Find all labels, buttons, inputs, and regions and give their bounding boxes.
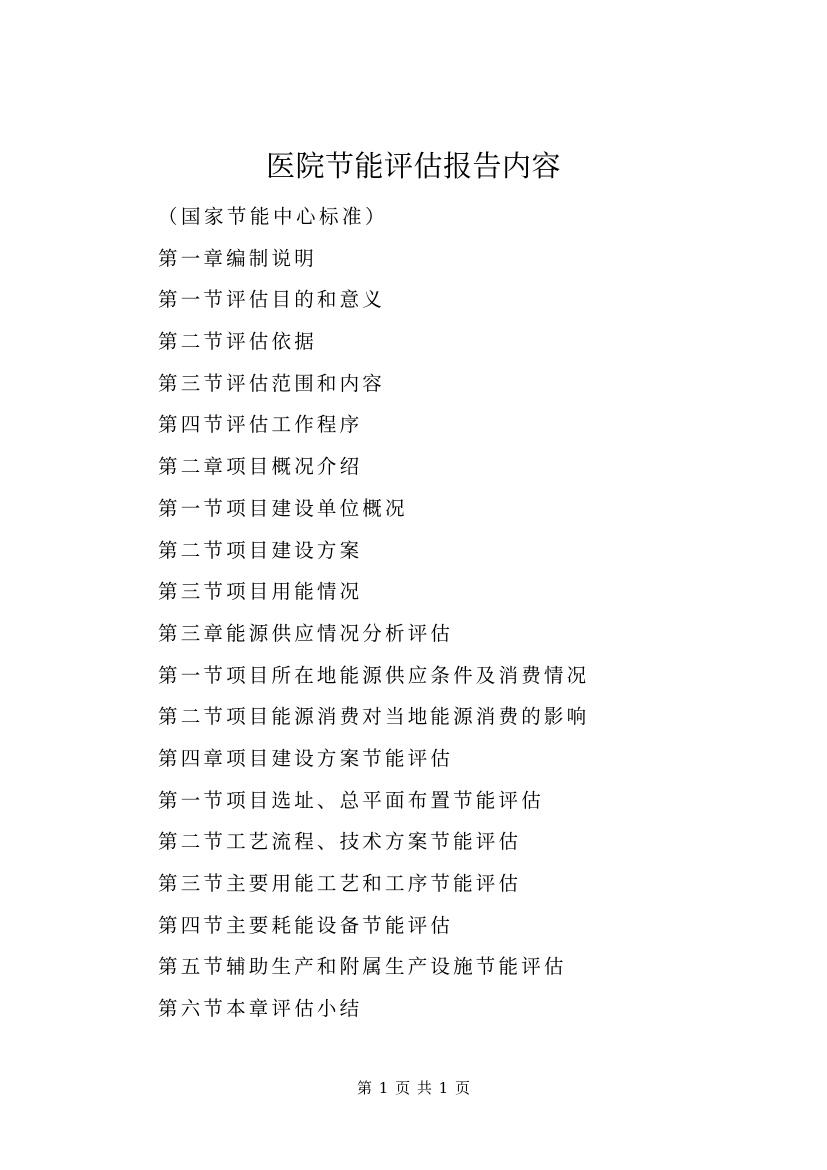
toc-chapter-1: 第一章编制说明 [158,246,317,270]
toc-section: 第四节主要耗能设备节能评估 [158,913,454,937]
document-subtitle: （国家节能中心标准） [158,205,389,228]
toc-section: 第二节工艺流程、技术方案节能评估 [158,830,522,854]
toc-section: 第一节项目所在地能源供应条件及消费情况 [158,663,590,687]
toc-section: 第三节主要用能工艺和工序节能评估 [158,872,522,895]
toc-section: 第一节评估目的和意义 [158,288,386,312]
page-title: 医院节能评估报告内容 [265,149,561,183]
toc-section: 第三节评估范围和内容 [158,371,386,395]
toc-chapter-3: 第三章能源供应情况分析评估 [158,621,454,645]
toc-section: 第一节项目选址、总平面布置节能评估 [158,788,544,812]
page-number-footer: 第 1 页 共 1 页 [357,1079,470,1097]
toc-section: 第六节本章评估小结 [158,997,363,1021]
toc-section: 第二节项目能源消费对当地能源消费的影响 [158,705,590,729]
table-of-contents [158,196,589,1030]
toc-section: 第一节项目建设单位概况 [158,496,408,520]
toc-section: 第四节评估工作程序 [158,413,363,437]
toc-section: 第三节项目用能情况 [158,580,363,604]
toc-section: 第二节项目建设方案 [158,538,363,562]
toc-chapter-4: 第四章项目建设方案节能评估 [158,746,454,770]
toc-chapter-2: 第二章项目概况介绍 [158,455,363,479]
toc-section: 第二节评估依据 [158,330,317,354]
toc-section: 第五节辅助生产和附属生产设施节能评估 [158,955,567,979]
